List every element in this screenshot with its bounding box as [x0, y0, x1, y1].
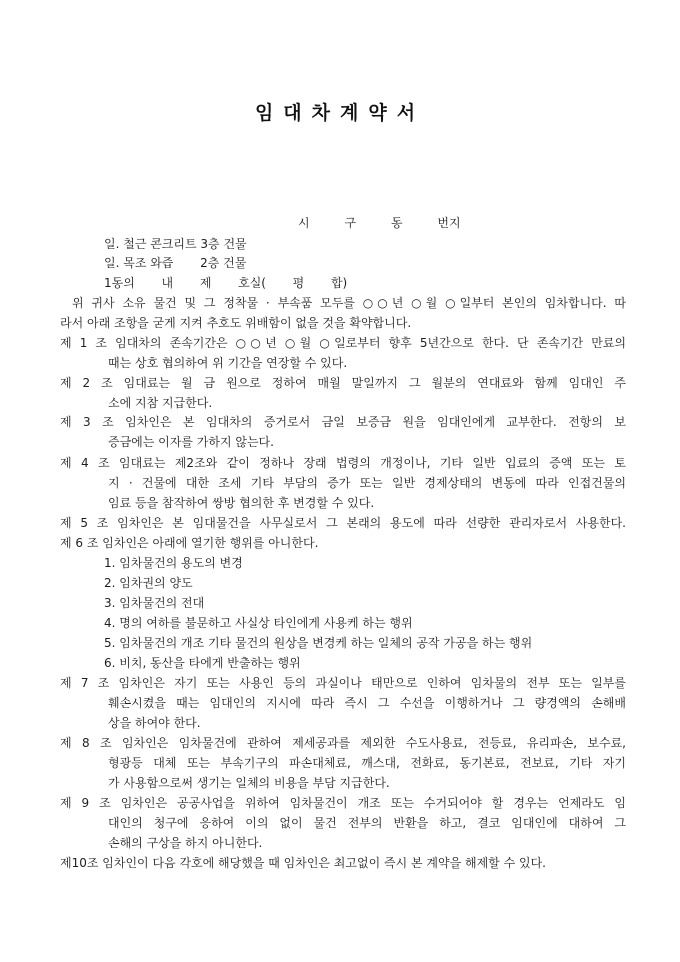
- document-title: 임대차계약서: [254, 102, 426, 124]
- article-1-line: 때는 상호 협의하여 위 기간을 연장할 수 있다.: [108, 356, 348, 370]
- article-9-line: 손해의 구상을 하지 아니한다.: [108, 836, 263, 850]
- article-2-line: 소에 지참 지급한다.: [108, 396, 213, 410]
- preamble-line: 라서 아래 조항을 굳게 지켜 추호도 위배함이 없을 것을 확약합니다.: [60, 316, 412, 330]
- article-2-line: 제 2 조 임대료는 월 금 원으로 정하여 매월 말일까지 그 월분의 연대료와 함께 임대인 주: [60, 376, 626, 390]
- article-9-line: 대인의 청구에 응하여 이의 없이 물건 전부의 반환을 하고, 결코 임대인에 대하여 그: [108, 816, 626, 830]
- article-3-line: 증금에는 이자를 가하지 않는다.: [108, 435, 274, 449]
- article-8-line: 가 사용함으로써 생기는 일체의 비용을 부담 지급한다.: [108, 776, 390, 790]
- building-item: 일. 목조 와즙 2층 건물: [104, 256, 247, 270]
- building-item: 일. 철근 콘크리트 3층 건물: [104, 237, 247, 251]
- prohibited-item: 4. 명의 여하를 불문하고 사실상 타인에게 사용케 하는 행위: [104, 616, 413, 630]
- prohibited-item: 3. 임차물건의 전대: [104, 596, 205, 610]
- article-4-line: 제 4 조 임대료는 제2조와 같이 정하나 장래 법령의 개정이나, 기타 일반 입료의 증액 또는 토: [60, 456, 626, 470]
- article-6-line: 제 6 조 임차인은 아래에 열기한 행위를 아니한다.: [60, 536, 319, 550]
- article-8-line: 제 8 조 임차인은 임차물건에 관하여 제세공과를 제외한 수도사용료, 전등료, 유리파손, 보수료,: [60, 736, 626, 750]
- property-address: 시 구 동 번지: [298, 216, 461, 230]
- article-4-line: 지 · 건물에 대한 조세 기타 부담의 증가 또는 일반 경제상태의 변동에 따라 인접건물의: [108, 476, 626, 490]
- article-5-line: 제 5 조 임차인은 본 임대물건을 사무실로서 그 본래의 용도에 따라 선량한 관리자로서 사용한다.: [60, 516, 626, 530]
- article-7-line: 훼손시켰을 때는 임대인의 지시에 따라 즉시 그 수선을 이행하거나 그 량경액의 손해배: [108, 696, 626, 710]
- prohibited-item: 6. 비치, 동산을 타에게 반출하는 행위: [104, 656, 301, 670]
- article-3-line: 제 3 조 임차인은 본 임대차의 증거로서 금일 보증금 원을 임대인에게 교부한다. 전항의 보: [60, 415, 626, 429]
- unit-description: 1동의 내 제 호실( 평 합): [104, 276, 348, 290]
- prohibited-item: 1. 임차물건의 용도의 변경: [104, 556, 243, 570]
- prohibited-item: 5. 임차물건의 개조 기타 물건의 원상을 변경케 하는 일체의 공작 가공을 하는 행위: [104, 636, 533, 650]
- article-10-line: 제10조 임차인이 다음 각호에 해당했을 때 임차인은 최고없이 즉시 본 계약을 해제할 수 있다.: [60, 856, 546, 870]
- article-7-line: 상을 하여야 한다.: [108, 716, 201, 730]
- preamble-line: 위 귀사 소유 물건 및 그 정착물 · 부속품 모두를 ○○년 ○월 ○일부터 본인의 임차합니다. 따: [72, 296, 626, 310]
- article-7-line: 제 7 조 임차인은 자기 또는 사용인 등의 과실이나 태만으로 인하여 임차물의 전부 또는 일부를: [60, 676, 626, 690]
- article-1-line: 제 1 조 임대차의 존속기간은 ○○년 ○월 ○일로부터 향후 5년간으로 한다. 단 존속기간 만료의: [60, 336, 626, 350]
- article-8-line: 형광등 대체 또는 부속기구의 파손대체료, 깨스대, 전화료, 동기본료, 전보료, 기타 자기: [108, 756, 626, 770]
- prohibited-item: 2. 임차권의 양도: [104, 576, 193, 590]
- article-4-line: 임료 등을 참작하여 쌍방 협의한 후 변경할 수 있다.: [108, 496, 375, 510]
- article-9-line: 제 9 조 임차인은 공공사업을 위하여 임차물건이 개조 또는 수거되어야 할 경우는 언제라도 임: [60, 796, 626, 810]
